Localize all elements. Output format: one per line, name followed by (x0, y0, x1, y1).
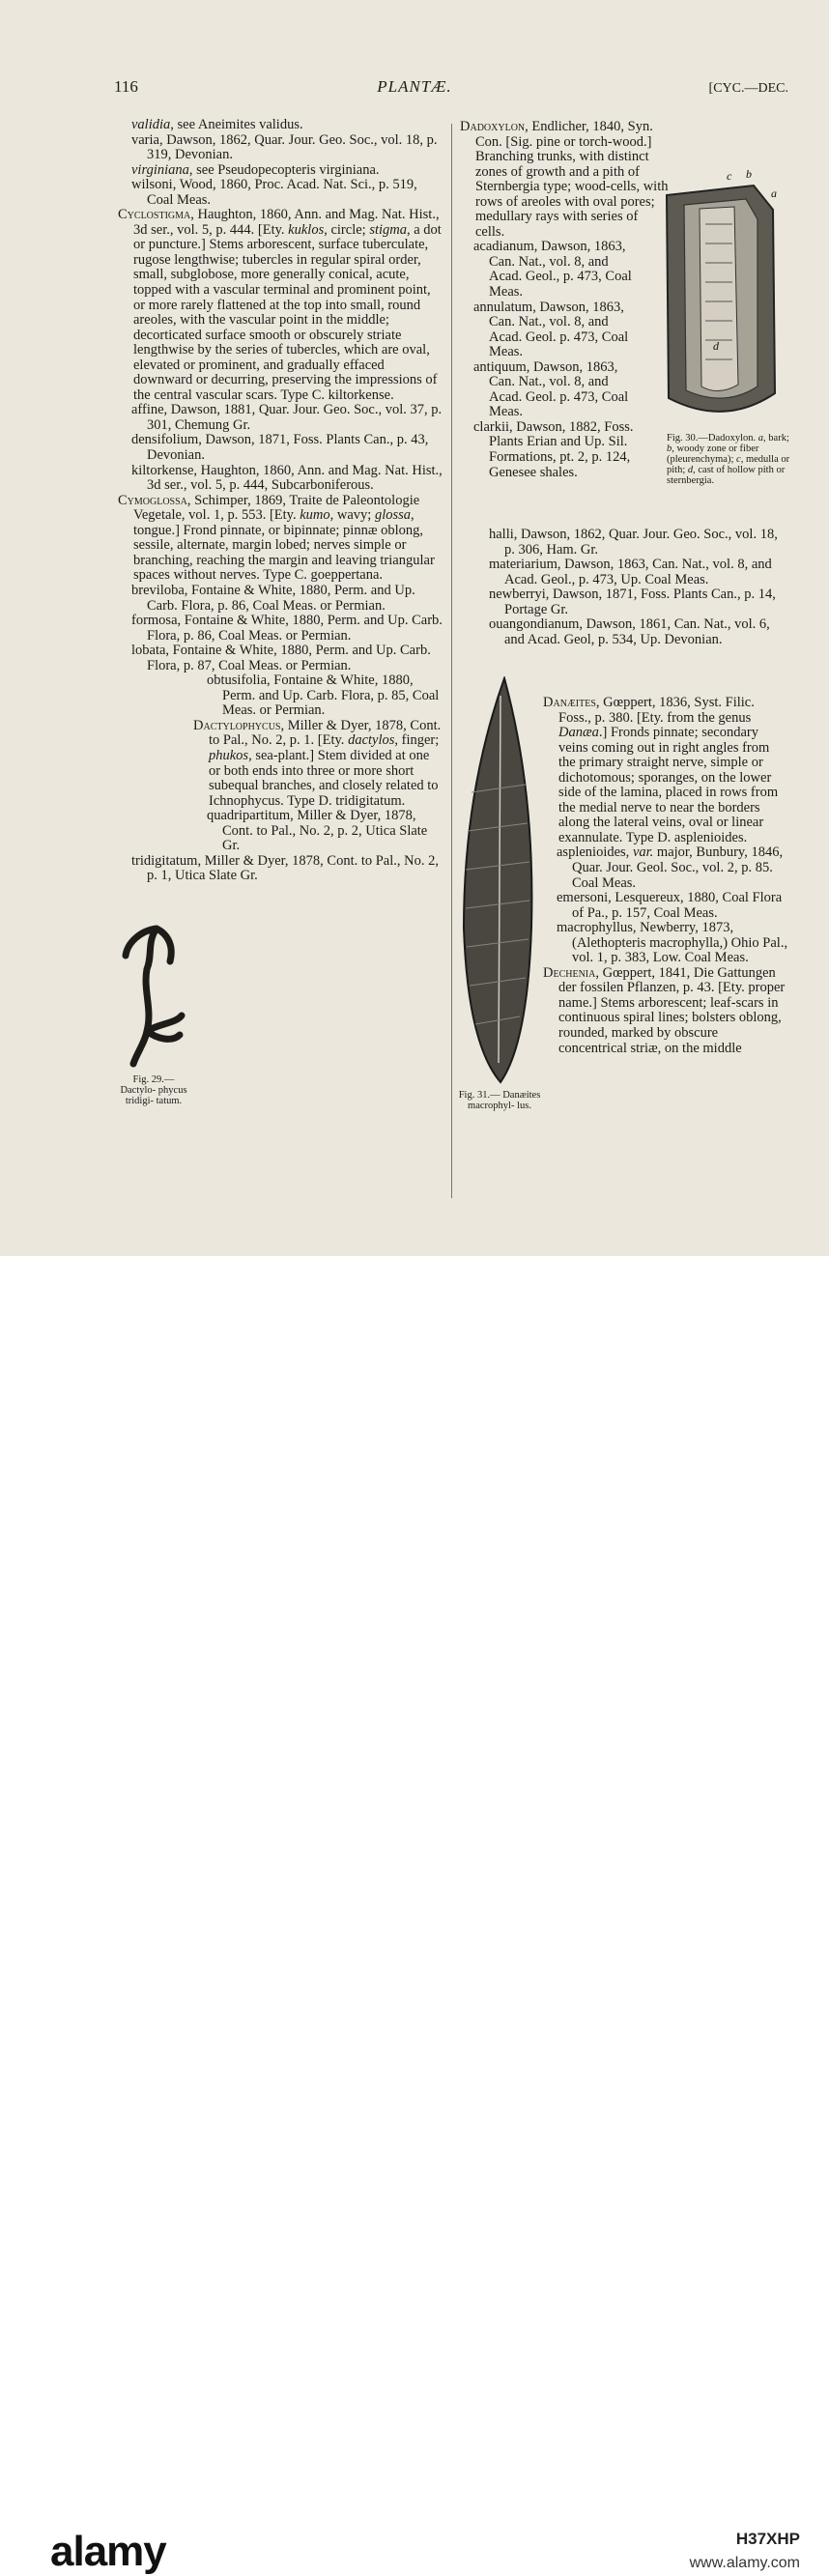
figure-29-wrap (118, 673, 444, 854)
book-page (0, 0, 829, 1256)
species-entry: macrophyllus, Newberry, 1873, (Alethopteris macrophylla,) Ohio Pal., vol. 1, p. 383, Low. Coal Meas. (557, 920, 788, 966)
species-entry: annulatum, Dawson, 1863, Can. Nat., vol. 8, and Acad. Geol. p. 473, Coal Meas. (473, 299, 629, 360)
species-entry: halli, Dawson, 1862, Quar. Jour. Geo. Soc., vol. 18, p. 306, Ham. Gr. (489, 527, 778, 558)
entry-cymoglossa: Cymoglossa, Schimper, 1869, Traite de Paleontologie Vegetale, vol. 1, p. 553. [Ety. kumo, wavy; glossa, tongue.] Frond pinnate, or bipinnate; pinnæ oblong, sessile, alternate, margin lobed; nerves simple or branching, reaching the margin and leaving triangular spaces without nerves. Type C. goeppertana. (118, 492, 435, 584)
dactylophycus-species-first (193, 809, 444, 854)
figure-29-dactylophycus-illustration (118, 923, 190, 1070)
species-entry: emersoni, Lesquereux, 1880, Coal Flora of Pa., p. 157, Coal Meas. (557, 890, 783, 921)
figure-31-danaeites-illustration (458, 676, 537, 1087)
species-entry: virginiana, see Pseudopecopteris virginiana. (131, 161, 380, 178)
danaeites-species (543, 845, 789, 965)
image-id: H37XHP (735, 2530, 800, 2548)
species-entry: formosa, Fontaine & White, 1880, Perm. and Up. Carb. Flora, p. 86, Coal Meas. or Permian. (131, 613, 443, 644)
site-url: www.alamy.com (689, 2555, 800, 2571)
cyclostigma-species (118, 403, 444, 493)
species-entry: clarkii, Dawson, 1882, Foss. Plants Erian and Up. Sil. Formations, pt. 2, p. 124, Genesee shales. (473, 418, 634, 480)
entry-list-top (118, 118, 444, 208)
species-entry: wilsoni, Wood, 1860, Proc. Acad. Nat. Sci., p. 519, Coal Meas. (131, 177, 417, 208)
entry-cyclostigma: Cyclostigma, Haughton, 1860, Ann. and Mag. Nat. Hist., 3d ser., vol. 5, p. 444. [Ety. kuklos, circle; stigma, a dot or puncture.] Stems arborescent, surface tuberculate, rugose lengthwise; tubercles in regular spiral order, small, subglobose, more generally conical, acute, topped with a vascular terminal and prominent point, or more rarely flattened at the top into small, round areoles, with the vascular point in the middle; decorticated surface smooth or obscurely striate lengthwise by the series of tubercles, which are oval, elevated or prominent, and gradually effaced downward or decurring, preserving the impressions of the central vascular scars. Type C. kiltorkense. (118, 207, 442, 403)
species-entry: ouangondianum, Dawson, 1861, Can. Nat., vol. 6, and Acad. Geol, p. 534, Up. Devonian. (489, 616, 770, 647)
entry-danaeites: Danæites, Gœppert, 1836, Syst. Filic. Foss., p. 380. [Ety. from the genus Danæa.] Fronds pinnate; secondary veins coming out in right angles from the primary straight nerve, simple or dichotomous; sporanges, on the lower side of the lamina, placed in rows from the medial nerve to near the borders along the lateral veins, oval or linear exannulate. Type D. asplenioides. (543, 695, 779, 845)
species-entry: kiltorkense, Haughton, 1860, Ann. and Mag. Nat. Hist., 3d ser., vol. 5, p. 444, Subcarboniferous. (131, 462, 443, 494)
entry-danaeites-block (543, 696, 789, 1056)
figure-30-dadoxylon-illustration (657, 166, 783, 427)
species-entry: materiarium, Dawson, 1863, Can. Nat., vol. 8, and Acad. Geol., p. 473, Up. Coal Meas. (489, 557, 772, 587)
species-entry: densifolium, Dawson, 1871, Foss. Plants Can., p. 43, Devonian. (131, 432, 429, 464)
cymoglossa-species (118, 584, 444, 673)
column-divider (451, 124, 452, 1198)
figure-31-caption: Fig. 31.— Danæites macrophyl- lus. (458, 1090, 541, 1111)
species-entry: antiquum, Dawson, 1863, Can. Nat., vol. 8, and Acad. Geol. p. 473, Coal Meas. (473, 358, 629, 420)
species-entry: tridigitatum, Miller & Dyer, 1878, Cont. to Pal., No. 2, p. 1, Utica Slate Gr. (131, 852, 439, 884)
dadoxylon-species-wide-block (475, 528, 789, 647)
footer-bar (0, 1256, 829, 2575)
species-entry: breviloba, Fontaine & White, 1880, Perm. and Up. Carb. Flora, p. 86, Coal Meas. or Permian. (131, 582, 415, 614)
species-entry: asplenioides, var. major, Bunbury, 1846, Quar. Jour. Geol. Soc., vol. 2, p. 85. Coal Meas. (557, 844, 784, 891)
entry-dechenia: Dechenia, Gœppert, 1841, Die Gattungen der fossilen Pflanzen, p. 43. [Ety. proper name.] Stems arborescent; leaf-scars in continuous spiral lines; bolsters oblong, rounded, marked by obscure concentrical striæ, on the middle (543, 964, 786, 1056)
species-entry: varia, Dawson, 1862, Quar. Jour. Geo. Soc., vol. 18, p. 319, Devonian. (131, 131, 438, 163)
figure-30-caption: Fig. 30.—Dadoxylon. a, bark; b, woody zone or fiber (pleurenchyma); c, medulla or pith; d, cast of hollow pith or sternbergia. (667, 433, 790, 486)
dadoxylon-species-narrow (460, 240, 643, 480)
dadoxylon-species-wide (475, 528, 789, 647)
species-entry: affine, Dawson, 1881, Quar. Jour. Geo. Soc., vol. 37, p. 301, Chemung Gr. (131, 402, 443, 433)
alamy-logo: alamy (50, 2528, 166, 2575)
species-entry: quadripartitum, Miller & Dyer, 1878, Cont. to Pal., No. 2, p. 2, Utica Slate Gr. (207, 808, 428, 854)
dactylophycus-species-rest (118, 854, 444, 884)
species-entry: obtusifolia, Fontaine & White, 1880, Perm. and Up. Carb. Flora, p. 85, Coal Meas. or Permian. (207, 673, 440, 719)
fig30-label-c: c (727, 169, 732, 183)
entry-dactylophycus: Dactylophycus, Miller & Dyer, 1878, Cont. to Pal., No. 2, p. 1. [Ety. dactylos, finger; phukos, sea-plant.] Stem divided at one or both ends into three or more short subequal branches, and closely related to Ichnophycus. Type D. tridigitatum. (193, 717, 442, 809)
fig30-label-d: d (713, 339, 719, 353)
species-entry: newberryi, Dawson, 1871, Foss. Plants Can., p. 14, Portage Gr. (489, 587, 776, 617)
page-title: PLANTÆ. (377, 77, 452, 96)
species-entry: validia, see Aneimites validus. (131, 117, 303, 132)
fig30-label-a: a (771, 186, 777, 200)
page-number: 116 (114, 77, 138, 96)
fig30-label-b: b (746, 167, 752, 181)
entry-dadoxylon: Dadoxylon, Endlicher, 1840, Syn. Con. [Sig. pine or torch-wood.] Branching trunks, with distinct zones of growth and a pith of Sternbergia type; wood-cells, with rows of areoles with oval pores; medullary rays with series of cells. (460, 119, 669, 240)
left-column (118, 118, 444, 884)
page-range: [CYC.—DEC. (708, 81, 788, 96)
species-entry: acadianum, Dawson, 1863, Can. Nat., vol. 8, and Acad. Geol., p. 473, Coal Meas. (473, 239, 632, 301)
species-entry: lobata, Fontaine & White, 1880, Perm. and Up. Carb. Flora, p. 87, Coal Meas. or Permian. (131, 643, 431, 673)
figure-29-caption: Fig. 29.— Dactylo- phycus tridigi- tatum. (120, 1074, 187, 1106)
cymoglossa-species-indented (193, 673, 444, 719)
